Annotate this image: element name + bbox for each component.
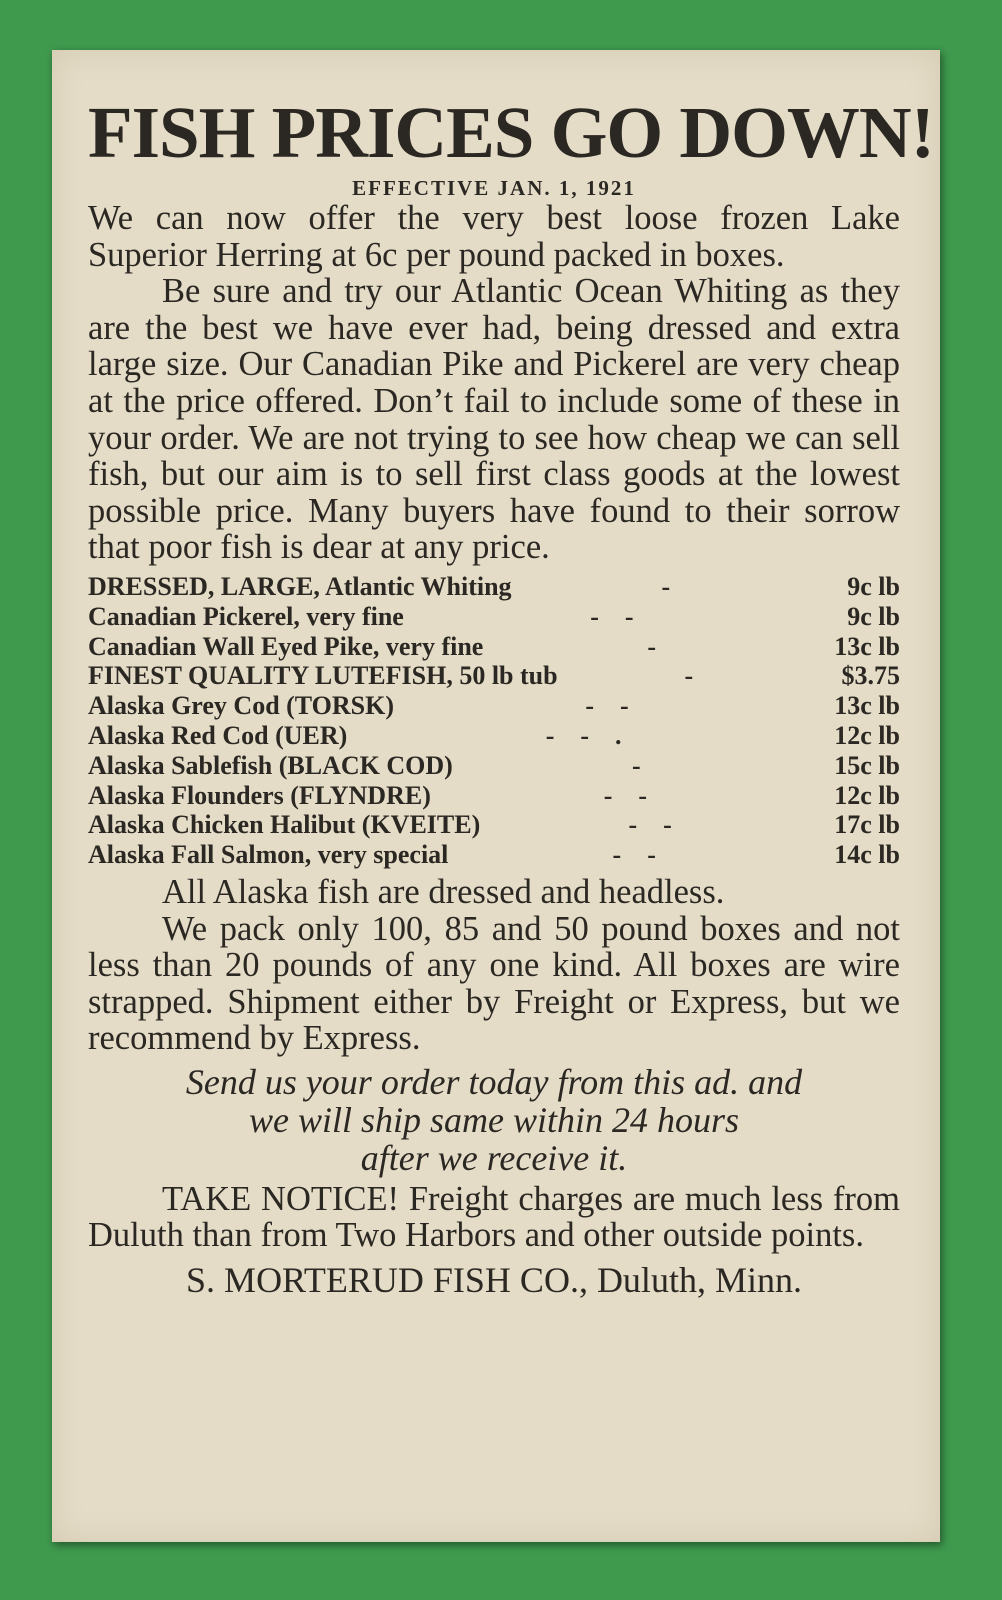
price-leader: - - xyxy=(612,840,656,870)
price-value: 14c lb xyxy=(834,840,900,870)
price-row xyxy=(88,751,900,781)
price-leader: - xyxy=(647,631,656,661)
price-value: 9c lb xyxy=(847,601,900,631)
order-callout xyxy=(88,1063,900,1177)
price-value: 9c lb xyxy=(847,571,900,601)
price-value: 13c lb xyxy=(834,631,900,661)
price-leader: - - xyxy=(590,601,634,631)
price-row xyxy=(88,840,900,870)
price-item: DRESSED, LARGE, Atlantic Whiting xyxy=(88,571,512,601)
price-leader: - - xyxy=(628,810,672,840)
price-item: Alaska Flounders (FLYNDRE) xyxy=(88,780,431,810)
order-line-3: after we receive it. xyxy=(360,1137,628,1178)
price-row xyxy=(88,632,900,662)
price-card xyxy=(52,50,940,1542)
price-leader: - xyxy=(684,661,694,691)
price-value: $3.75 xyxy=(841,661,900,691)
price-row xyxy=(88,810,900,840)
price-leader: - - . xyxy=(545,720,622,750)
price-row xyxy=(88,661,900,691)
price-value: 13c lb xyxy=(834,691,900,721)
price-leader: - - xyxy=(603,780,648,810)
price-item: Alaska Sablefish (BLACK COD) xyxy=(88,750,453,780)
price-leader: - - xyxy=(585,691,629,721)
effective-date: EFFECTIVE JAN. 1, 1921 xyxy=(352,176,636,200)
price-leader: - xyxy=(632,750,641,780)
price-value: 17c lb xyxy=(834,810,900,840)
whiting-paragraph: Be sure and try our Atlantic Ocean Whiting as they are the best we have ever had, being dressed and extra large size. Our Canadian Pike and Pickerel are very cheap at the price offered. Don’t fail to include some of these in your order. We are not trying to see how cheap we can sell fish, but our aim is to sell first class goods at the lowest possible price. Many buyers have found to their sorrow that poor fish is dear at any price. xyxy=(88,272,900,567)
price-value: 12c lb xyxy=(834,720,900,750)
price-row xyxy=(88,602,900,632)
price-row xyxy=(88,572,900,602)
price-item: Canadian Wall Eyed Pike, very fine xyxy=(88,631,484,661)
price-value: 12c lb xyxy=(834,780,900,810)
price-row xyxy=(88,721,900,751)
packing-paragraph: We pack only 100, 85 and 50 pound boxes and not less than 20 pounds of any one kind. All boxes are wire strapped. Shipment either by Freight or Express, but we recommend by Express. xyxy=(88,909,900,1058)
order-line-2: we will ship same within 24 hours xyxy=(248,1099,740,1140)
price-list xyxy=(88,572,900,870)
headline: FISH PRICES GO DOWN! xyxy=(88,92,934,173)
price-item: Canadian Pickerel, very fine xyxy=(88,601,404,631)
price-item: Alaska Chicken Halibut (KVEITE) xyxy=(88,810,481,840)
intro-paragraph: We can now offer the very best loose frozen Lake Superior Herring at 6c per pound packed in boxes. xyxy=(88,199,900,274)
price-item: Alaska Fall Salmon, very special xyxy=(88,840,449,870)
price-row xyxy=(88,781,900,811)
price-row xyxy=(88,691,900,721)
price-value: 15c lb xyxy=(834,750,900,780)
order-line-1: Send us your order today from this ad. and xyxy=(185,1061,803,1102)
alaska-note: All Alaska fish are dressed and headless. xyxy=(162,872,725,911)
notice-paragraph: TAKE NOTICE! Freight charges are much less from Duluth than from Two Harbors and other outside points. xyxy=(88,1179,900,1255)
price-item: Alaska Grey Cod (TORSK) xyxy=(88,691,395,721)
company-signature: S. MORTERUD FISH CO., Duluth, Minn. xyxy=(186,1260,802,1301)
price-item: FINEST QUALITY LUTEFISH, 50 lb tub xyxy=(88,661,558,691)
price-item: Alaska Red Cod (UER) xyxy=(88,720,348,750)
price-leader: - xyxy=(661,571,671,601)
